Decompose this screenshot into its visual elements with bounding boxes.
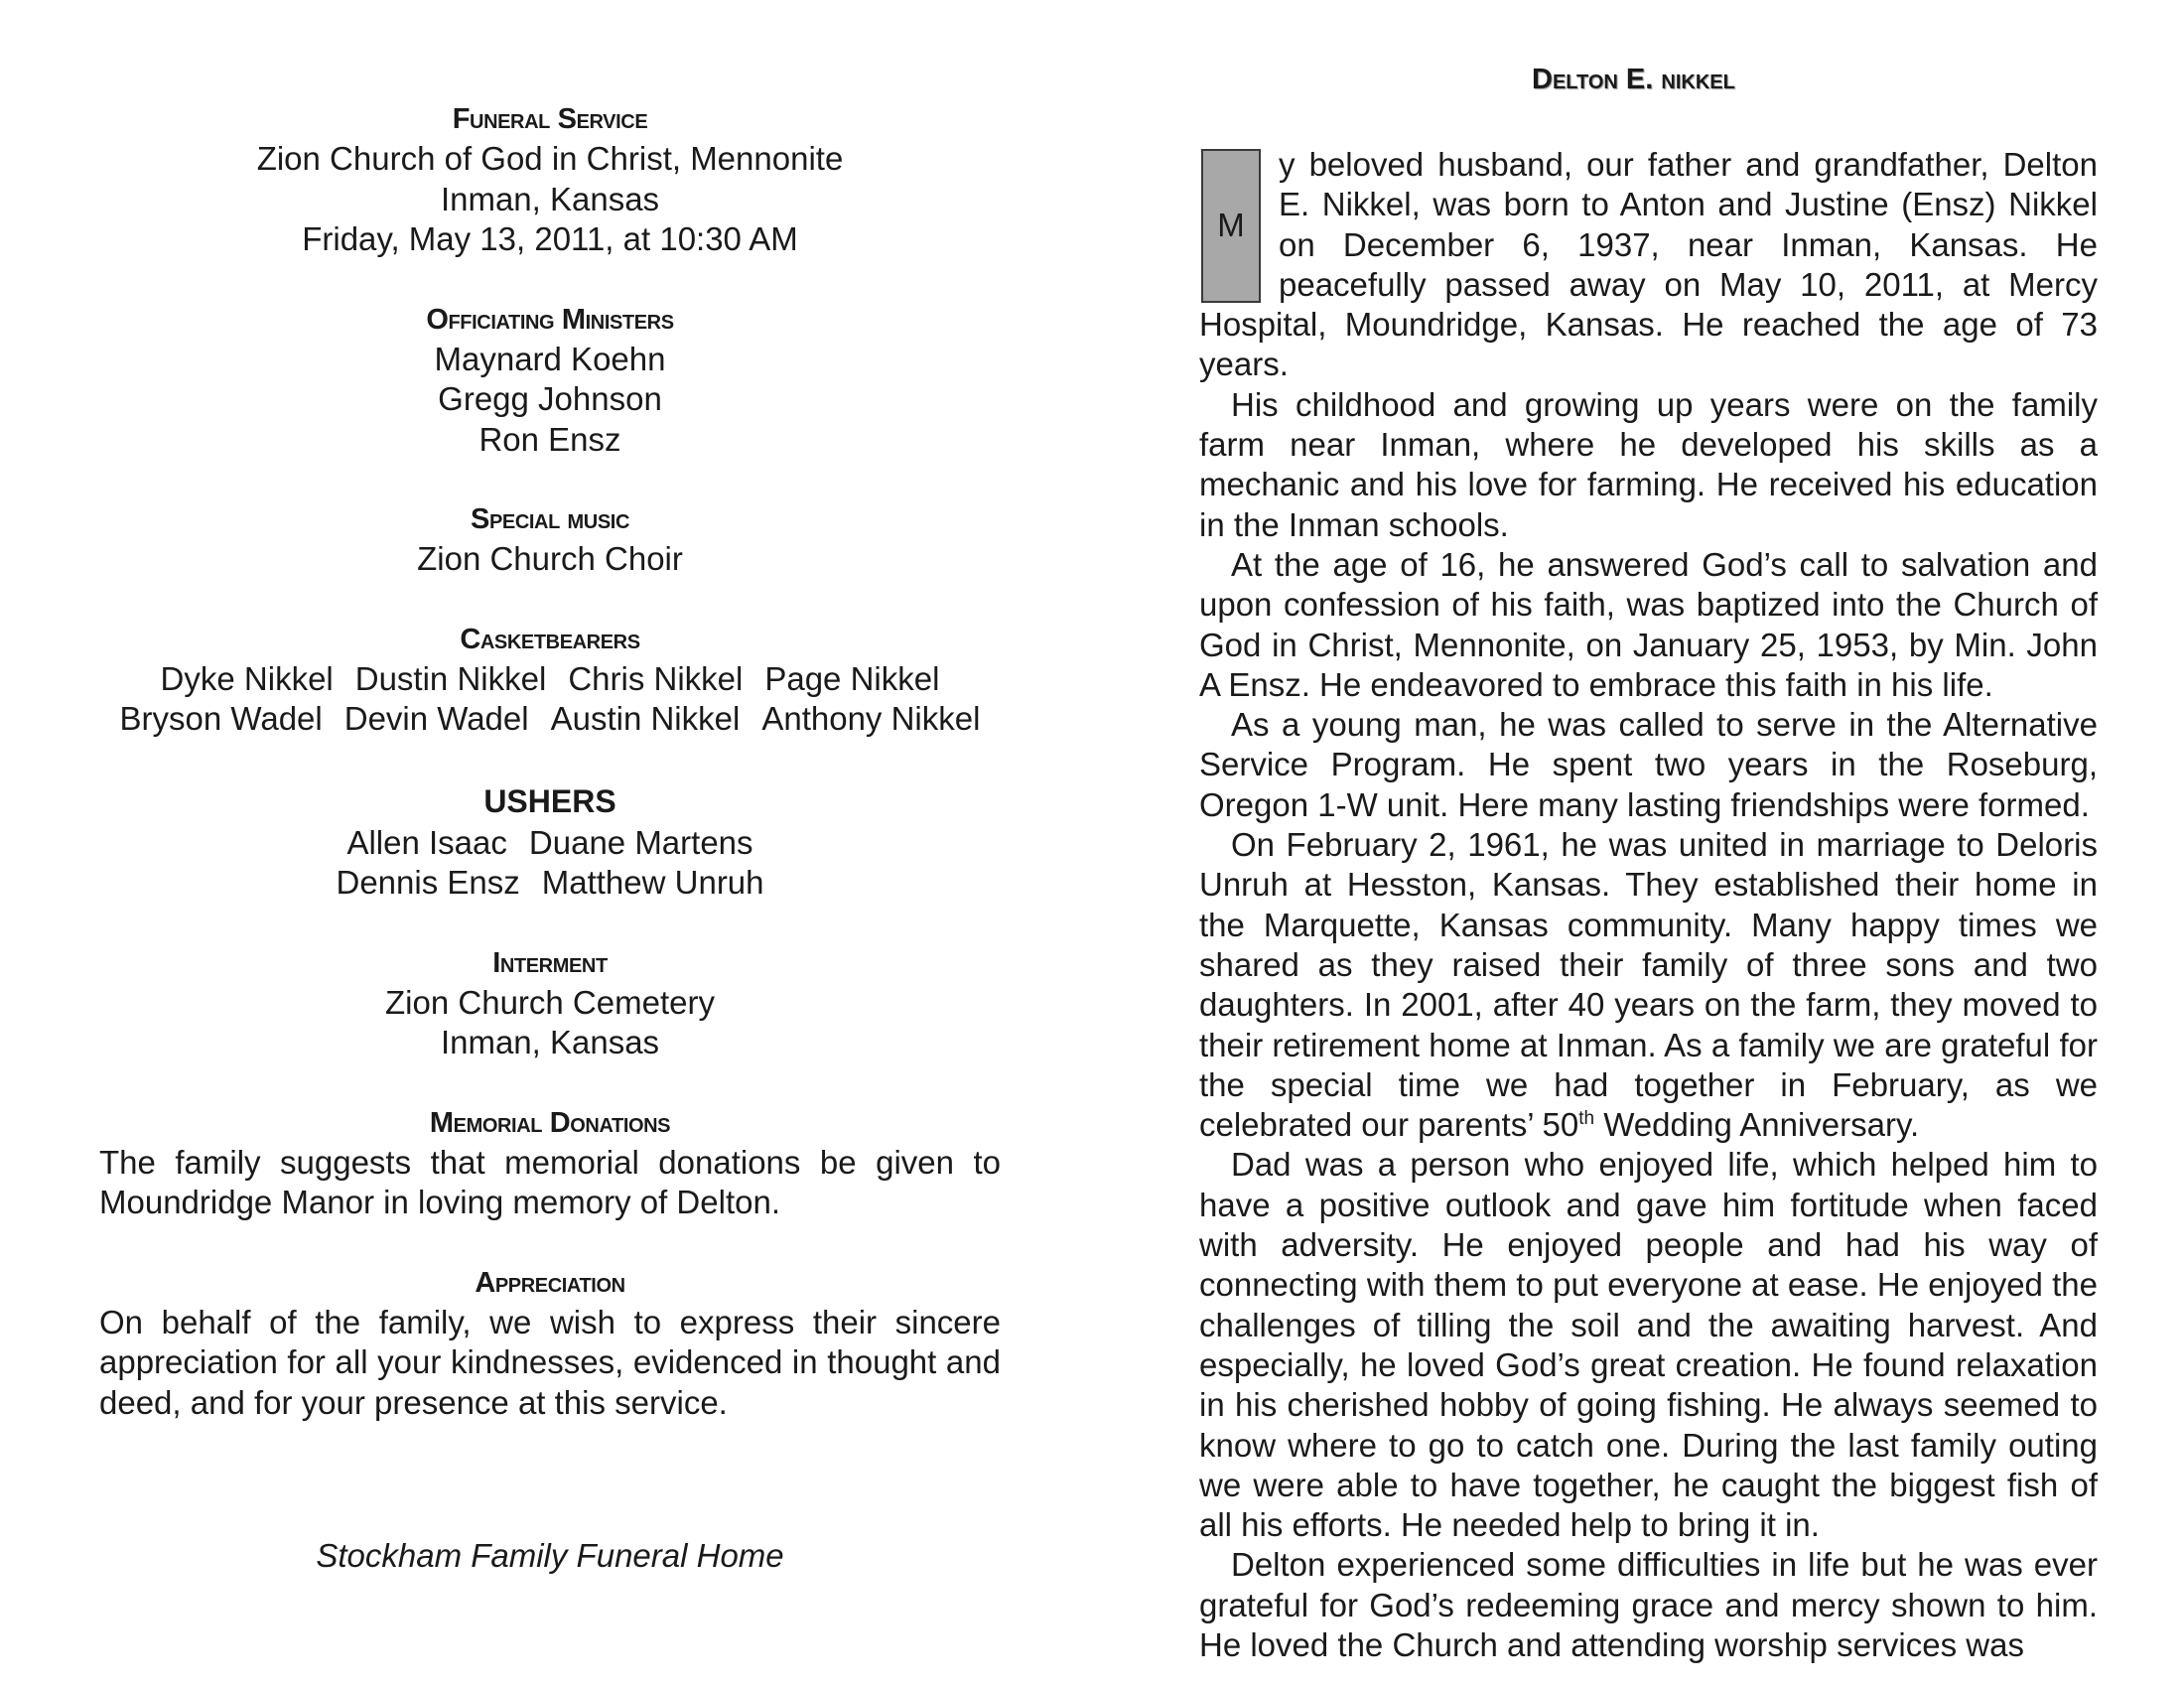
casketbearer-name: Anthony Nikkel bbox=[761, 700, 981, 737]
service-details-column bbox=[99, 99, 1001, 1463]
casketbearer-name: Austin Nikkel bbox=[550, 700, 741, 737]
casketbearers-heading: Casketbearers bbox=[460, 623, 640, 655]
ordinal-suffix: th bbox=[1578, 1108, 1595, 1130]
casketbearer-name: Dyke Nikkel bbox=[160, 659, 334, 697]
obituary-paragraph-text: Wedding Anniversary. bbox=[1594, 1106, 1920, 1144]
ushers-heading: USHERS bbox=[483, 782, 616, 819]
obituary-paragraph: As a young man, he was called to serve in the Alternative Service Program. He spent two years in the Roseburg, Oregon 1-W unit. Here many lasting friendships were formed. bbox=[1199, 706, 2098, 823]
appreciation-heading: Appreciation bbox=[475, 1266, 625, 1299]
officiating-ministers-section bbox=[99, 300, 1001, 461]
usher-name: Dennis Ensz bbox=[336, 864, 520, 901]
casketbearer-name: Page Nikkel bbox=[764, 659, 940, 697]
minister-name: Gregg Johnson bbox=[438, 380, 662, 417]
special-music-heading: Special music bbox=[471, 503, 629, 535]
memorial-donations-section bbox=[99, 1103, 1001, 1223]
interment-line: Inman, Kansas bbox=[440, 1024, 660, 1060]
funeral-service-line: Zion Church of God in Christ, Mennonite bbox=[256, 140, 844, 177]
obituary-paragraph bbox=[1199, 825, 2098, 1145]
appreciation-text: On behalf of the family, we wish to express their sincere appreciation for all your kindnesses, evidenced in thought and deed, and for your presence at this service. bbox=[99, 1303, 1001, 1421]
casketbearer-name: Dustin Nikkel bbox=[354, 659, 547, 697]
obituary-paragraph: Delton experienced some difficulties in life but he was ever grateful for God’s redeeming grace and mercy shown to him. He loved the Church and attending worship services was bbox=[1199, 1546, 2098, 1663]
obituary-title: Delton E. nikkel bbox=[1532, 64, 1735, 95]
casketbearer-name: Bryson Wadel bbox=[119, 700, 323, 737]
casketbearers-section bbox=[99, 620, 1001, 740]
casketbearers-row bbox=[99, 659, 1001, 700]
appreciation-section bbox=[99, 1263, 1001, 1424]
memorial-donations-heading: Memorial Donations bbox=[429, 1106, 671, 1139]
usher-name: Allen Isaac bbox=[346, 823, 507, 861]
ushers-section bbox=[99, 779, 1001, 904]
drop-cap-letter: M bbox=[1201, 149, 1261, 303]
casketbearer-name: Devin Wadel bbox=[343, 700, 529, 737]
obituary-column bbox=[1199, 60, 2098, 1665]
memorial-donations-text: The family suggests that memorial donations be given to Moundridge Manor in loving memory of Delton. bbox=[99, 1143, 1001, 1220]
minister-name: Ron Ensz bbox=[478, 420, 621, 458]
ushers-row bbox=[99, 863, 1001, 904]
special-music-section bbox=[99, 499, 1001, 580]
usher-name: Matthew Unruh bbox=[541, 864, 764, 901]
interment-heading: Interment bbox=[492, 946, 608, 979]
obituary-paragraph: At the age of 16, he answered God’s call to salvation and upon confession of his faith, was baptized into the Church of God in Christ, Mennonite, on January 25, 1953, by Min. John A Ensz. He endeavored to embrace this faith in his life. bbox=[1199, 545, 2098, 703]
funeral-service-line: Friday, May 13, 2011, at 10:30 AM bbox=[302, 220, 798, 257]
interment-line: Zion Church Cemetery bbox=[385, 983, 715, 1021]
funeral-home-name: Stockham Family Funeral Home bbox=[316, 1537, 784, 1574]
special-music-line: Zion Church Choir bbox=[417, 540, 683, 577]
funeral-service-line: Inman, Kansas bbox=[440, 180, 660, 217]
obituary-paragraph-text: y beloved husband, our father and grandfather, Delton E. Nikkel, was born to Anton and Justine (Ensz) Nikkel on December 6, 1937, near Inman, Kansas. He peacefully passed away on May 10, 2011, at Mercy Hospital, Moundridge, Kansas. He reached the age of 73 years. bbox=[1199, 146, 2098, 383]
minister-name: Maynard Koehn bbox=[434, 340, 666, 377]
obituary-paragraph bbox=[1199, 145, 2098, 385]
usher-name: Duane Martens bbox=[528, 823, 753, 861]
obituary-paragraph: His childhood and growing up years were on the family farm near Inman, where he developed his skills as a mechanic and his love for farming. He received his education in the Inman schools. bbox=[1199, 385, 2098, 543]
officiating-ministers-heading: Officiating Ministers bbox=[426, 303, 674, 336]
funeral-service-heading: Funeral Service bbox=[452, 103, 648, 135]
funeral-service-section bbox=[99, 99, 1001, 260]
casketbearers-row bbox=[99, 699, 1001, 740]
obituary-paragraph-text: On February 2, 1961, he was united in marriage to Deloris Unruh at Hesston, Kansas. They established their home in the Marquette, Kansas community. Many happy times we shared as they raised their family of three sons and two daughters. In 2001, after 40 years on the farm, they moved to their retirement home at Inman. As a family we are grateful for the special time we had together in February, as we celebrated our parents’ 50 bbox=[1199, 826, 2098, 1144]
interment-section bbox=[99, 943, 1001, 1063]
obituary-paragraph: Dad was a person who enjoyed life, which helped him to have a positive outlook and gave him fortitude when faced with adversity. He enjoyed people and had his way of connecting with them to put everyone at ease. He enjoyed the challenges of tilling the soil and the awaiting harvest. And especially, he loved God’s great creation. He found relaxation in his cherished hobby of going fishing. He always seemed to know where to go to catch one. During the last family outing we were able to have together, he caught the biggest fish of all his efforts. He needed help to bring it in. bbox=[1199, 1146, 2098, 1544]
casketbearer-name: Chris Nikkel bbox=[568, 659, 744, 697]
ushers-row bbox=[99, 823, 1001, 864]
